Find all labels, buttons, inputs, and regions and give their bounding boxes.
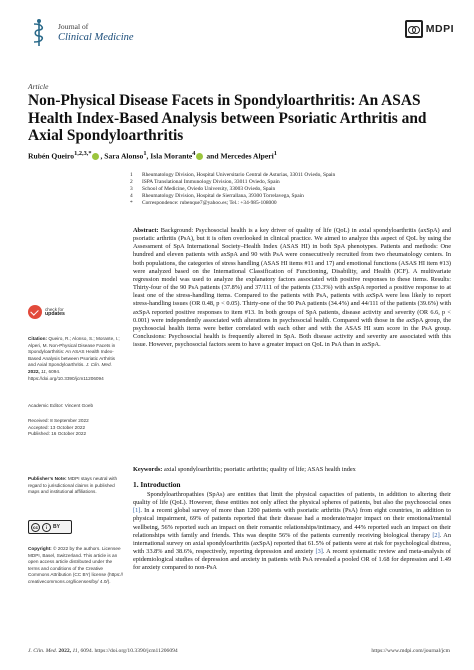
published-date: Published: 16 October 2022 [28, 431, 87, 437]
journal-url-link[interactable]: https://www.mdpi.com/journal/jcm [371, 648, 450, 654]
publisher-note: Publisher’s Note: MDPI stays neutral with regard to jurisdictional claims in published maps and institutional affiliations. [28, 476, 118, 495]
publisher-logo [405, 20, 454, 38]
correspondence-row: * Correspondence: rubenque7@yahoo.es; Tel.: +34-985-108000 [130, 200, 277, 207]
author-affiliation-mark: 1 [143, 150, 147, 157]
journal-header [24, 12, 454, 74]
author-name[interactable]: Sara Alonso [104, 151, 144, 161]
affiliation-row: 4 Rheumatology Division, Hospital de Sierrallana, 39300 Torrelavega, Spain [130, 193, 304, 200]
author-name[interactable]: Mercedes Alperi [220, 151, 274, 161]
citation-link[interactable]: [2] [432, 531, 440, 539]
orcid-icon[interactable] [92, 153, 99, 160]
check-for-updates-button[interactable]: check for updates [28, 304, 88, 320]
author-list: Rubén Queiro$^{1,2,3,*}$ , Sara Alonso$^1$, Isla Morante$^4$ and Mercedes Alperi$^1$ [28, 150, 277, 161]
keywords-label: Keywords: [133, 466, 163, 473]
check-updates-icon [28, 305, 42, 319]
received-date: Received: 8 September 2022 [28, 418, 89, 423]
academic-editor: Academic Editor: Vincent Goeb [28, 403, 94, 408]
citation-link[interactable]: [3] [315, 548, 323, 556]
dates-block [28, 418, 124, 438]
affiliation-row: 1 Rheumatology Division, Hospital Universitario Central de Asturias, 33011 Oviedo, Spain [130, 172, 336, 178]
keywords [133, 466, 451, 474]
introduction-paragraph: Spondyloarthropathies (SpAs) are entities that limit the physical capacities of patients, in addition to altering their quality of life (QoL). However, these entities not only affect the physical spheres of patients, but also the psychosocial ones [1]. In a recent global survey of more than 1200 patients with psoriatic arthritis (PsA) from eight countries, in addition to physical impairment, 69% of patients reported that their disease had a moderate/major impact on their emotional/mental wellbeing, 56% reported such an impact on their romantic relationships/intimacy, and 44% reported such an impact on their relationships with family and friends. This was despite 56% of the patients currently receiving biological therapy [2]. An international survey on axial spondyloarthritis (axSpA) reported that 61.5% of patients were at risk for psychological distress, with 33.8% and 38.6%, respectively, reporting depression and anxiety [3]. A recent systematic review and meta-analysis of epidemiological studies of depression and anxiety in patients with PsA revealed a pooled OR of 1.68 for depression and 1.49 for anxiety compared to non-PsA [133, 491, 451, 572]
journal-title: Clinical Medicine [58, 32, 134, 43]
author-affiliation-mark: 1,2,3,* [74, 150, 92, 157]
affiliation-row: 2 ISPA Translational Immunology Division, 33011 Oviedo, Spain [130, 179, 280, 186]
journal-name [58, 22, 134, 44]
doi-link[interactable]: 6094. https://doi.org/10.3390/jcm11206094 [80, 648, 178, 654]
citation-block: Citation: Queiro, R.; Alonso, S.; Morante, I.; Alperi, M. Non-Physical Disease Facets in Spondyloarthritis: An ASAS Health Index-Based Analysis between Psoriatic Arthritis and Axial Spondyloarthritis. J. Clin. Med. 2022, 11, 6094. https://doi.org/10.3390/jcm11206094 [28, 336, 120, 381]
journal-label: Journal of [58, 22, 89, 31]
abstract-label: Abstract: [133, 227, 159, 234]
keywords-text: axial spondyloarthritis; psoriatic arthritis; quality of life; ASAS health index [163, 466, 356, 473]
affiliations [130, 172, 450, 207]
article-title: Non-Physical Disease Facets in Spondyloarthritis: An ASAS Health Index-Based Analysis between Psoriatic Arthritis and Axial Spondyloarthritis [28, 92, 427, 144]
author-name[interactable]: Rubén Queiro [28, 151, 75, 161]
author-affiliation-mark: 4 [192, 150, 196, 157]
cc-by-license-badge[interactable]: cc i BY [28, 520, 72, 534]
accepted-date: Accepted: 13 October 2022 [28, 424, 86, 430]
attribution-icon: i [42, 523, 51, 532]
author-name[interactable]: Isla Morante [150, 151, 193, 161]
journal-logo-icon [28, 18, 50, 48]
article-type: Article [28, 82, 49, 91]
affiliation-row: 3 School of Medicine, Oviedo University, 33003 Oviedo, Spain [130, 186, 276, 193]
mdpi-logo-icon [405, 20, 423, 38]
author-affiliation-mark: 1 [273, 150, 277, 157]
section-heading: 1. Introduction [133, 480, 181, 489]
abstract [133, 227, 451, 349]
creative-commons-icon: cc [32, 524, 39, 530]
copyright-block: Copyright: © 2022 by the authors. Licensee MDPI, Basel, Switzerland. This article is an open access article distributed under the terms and conditions of the Creative Commons Attribution (CC BY) license (https:// creativecommons.org/licenses/by/ 4.0/). [28, 546, 124, 584]
citation-link[interactable]: [1] [133, 507, 141, 515]
orcid-icon[interactable] [196, 153, 203, 160]
footer-citation: J. Clin. Med. 2022, 11, 6094. https://doi.org/10.3390/jcm11206094 [28, 648, 178, 654]
abstract-text: Background: Psychosocial health is a key driver of quality of life (QoL) in axial spondyloarthritis (axSpA) and psoriatic arthritis (PsA), but it is often overlooked in clinical practice. We aimed to analyze this aspect of QoL by using the Assessment of SpA International Society–Health Index (ASAS HI) in both SpA phenotypes. Patients and methods: One hundred and eleven patients with axSpA and 90 with PsA were consecutively recruited from two rheumatology centers. In both populations, the categories of stress handling (ASAS HI items #11 and 17) and emotional functions (ASAS HI item #13) were analyzed based on the International Classification of Functioning, Disability, and Health (ICF). A multivariate regression model was used to analyze the explanatory factors associated with positive responses to these items. Results: Thirty-four of the 90 PsA patients (37.8%) and 37/111 of the patients (33.3%) with axSpA reported a positive response to at least one of the stress-handling items. Compared to the patients with PsA, patients with axSpA were less likely to report stress-handling issues (OR 0.48, p < 0.05). Thirty-one of the 90 PsA patients (34.4%) and 44/111 of the patients (39.6%) with axSpA reported positive responses to item #13. In both groups of SpA patients, disease activity and severity (OR 6.6, p < 0.001) were independently associated with alterations in psychosocial health. Compared with those in the axSpA group, the psychosocial health items were better correlated with each other and with the ASAS HI sum score in the PsA group. Conclusions: Psychosocial health is frequently altered in SpA. Both disease activity and severity are associated with this issue. However, psychosocial factors seem to have a greater impact on QoL in PsA than in axSpA. [133, 227, 451, 349]
publisher-name: MDPI [425, 23, 454, 35]
